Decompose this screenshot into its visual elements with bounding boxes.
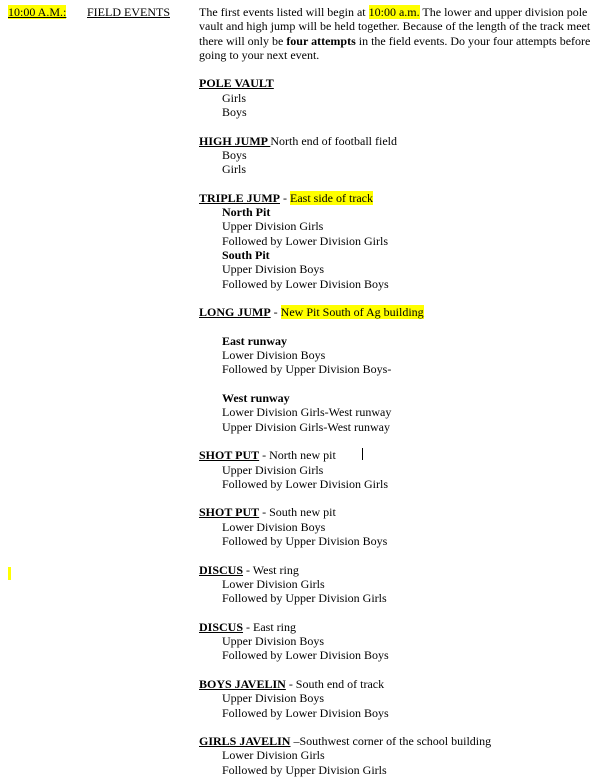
runway-label: East runway bbox=[222, 333, 288, 348]
event-pole-vault bbox=[199, 76, 591, 119]
event-location: - East ring bbox=[243, 619, 297, 634]
spacer bbox=[199, 320, 591, 334]
intro-paragraph: The first events listed will begin at 10:00 a.m. The lower and upper division pole vault and high jump will be held together. Because of the length of the track meet there will only be four attempts in the field events. Do your four attempts before going to your next event. bbox=[199, 5, 591, 62]
event-header bbox=[199, 505, 591, 519]
event-title: SHOT PUT bbox=[199, 505, 260, 520]
event-line: Upper Division Girls bbox=[222, 462, 324, 477]
event-line: Upper Division Girls-West runway bbox=[222, 419, 391, 434]
event-title: DISCUS bbox=[199, 562, 244, 577]
event-title: POLE VAULT bbox=[199, 76, 274, 91]
pit-label: South Pit bbox=[222, 248, 270, 263]
intro-bold: four attempts bbox=[286, 33, 356, 48]
event-line: Girls bbox=[222, 162, 246, 177]
event-header bbox=[199, 734, 591, 748]
runway-label: West runway bbox=[222, 391, 290, 406]
event-location: - South end of track bbox=[285, 676, 385, 691]
event-header bbox=[199, 620, 591, 634]
event-shot-put-north bbox=[199, 448, 591, 491]
section-heading: FIELD EVENTS bbox=[87, 5, 170, 19]
event-header bbox=[199, 134, 591, 148]
event-triple-jump bbox=[199, 191, 591, 291]
pit-label: North Pit bbox=[222, 205, 271, 220]
event-long-jump bbox=[199, 305, 591, 434]
event-line: Followed by Upper Division Girls bbox=[222, 762, 387, 777]
event-location: - North new pit bbox=[259, 448, 336, 463]
event-header bbox=[199, 448, 591, 462]
event-line: Upper Division Boys bbox=[222, 262, 324, 277]
event-discus-west bbox=[199, 563, 591, 606]
event-shot-put-south bbox=[199, 505, 591, 548]
event-title: BOYS JAVELIN bbox=[199, 676, 286, 691]
spacer bbox=[199, 377, 591, 391]
event-line: Boys bbox=[222, 105, 247, 120]
event-line: Lower Division Girls-West runway bbox=[222, 405, 392, 420]
event-location: –Southwest corner of the school building bbox=[290, 734, 492, 749]
event-location: New Pit South of Ag building bbox=[280, 305, 424, 320]
event-header: TRIPLE JUMP - East side of track bbox=[199, 190, 373, 205]
event-girls-javelin bbox=[199, 734, 591, 777]
event-location: - West ring bbox=[243, 562, 299, 577]
event-header bbox=[199, 563, 591, 577]
event-line: Lower Division Boys bbox=[222, 519, 326, 534]
event-title: TRIPLE JUMP bbox=[199, 190, 280, 205]
event-discus-east bbox=[199, 620, 591, 663]
event-location: - South new pit bbox=[259, 505, 336, 520]
event-line: Lower Division Boys bbox=[222, 348, 326, 363]
event-title: LONG JUMP bbox=[199, 305, 271, 320]
intro-time-highlight: 10:00 a.m. bbox=[368, 5, 420, 19]
time-label-highlight: 10:00 A.M.: bbox=[8, 5, 67, 19]
event-line: Lower Division Girls bbox=[222, 748, 325, 763]
event-line: Followed by Lower Division Boys bbox=[222, 705, 389, 720]
event-line: Followed by Lower Division Girls bbox=[222, 233, 388, 248]
event-title: DISCUS bbox=[199, 619, 244, 634]
event-line: Followed by Upper Division Boys- bbox=[222, 362, 392, 377]
event-line: Followed by Lower Division Boys bbox=[222, 276, 389, 291]
event-line: Boys bbox=[222, 147, 247, 162]
document-body bbox=[199, 5, 591, 777]
event-line: Upper Division Boys bbox=[222, 691, 324, 706]
event-line: Lower Division Girls bbox=[222, 576, 325, 591]
text-cursor bbox=[362, 448, 363, 460]
event-line: Followed by Upper Division Girls bbox=[222, 591, 387, 606]
event-header: LONG JUMP - New Pit South of Ag building bbox=[199, 305, 424, 320]
event-header bbox=[199, 677, 591, 691]
event-line: Upper Division Girls bbox=[222, 219, 324, 234]
event-high-jump bbox=[199, 134, 591, 177]
event-title: GIRLS JAVELIN bbox=[199, 734, 291, 749]
event-boys-javelin bbox=[199, 677, 591, 720]
time-label bbox=[8, 5, 66, 19]
event-location: East side of track bbox=[290, 190, 373, 205]
event-line: Followed by Lower Division Boys bbox=[222, 648, 389, 663]
event-line: Followed by Upper Division Boys bbox=[222, 533, 388, 548]
event-title: SHOT PUT bbox=[199, 448, 260, 463]
event-location: North end of football field bbox=[270, 133, 397, 148]
event-line: Girls bbox=[222, 90, 246, 105]
event-title: HIGH JUMP bbox=[199, 133, 271, 148]
event-line: Followed by Lower Division Girls bbox=[222, 476, 388, 491]
event-line: Upper Division Boys bbox=[222, 634, 324, 649]
highlight-marker bbox=[8, 567, 11, 580]
